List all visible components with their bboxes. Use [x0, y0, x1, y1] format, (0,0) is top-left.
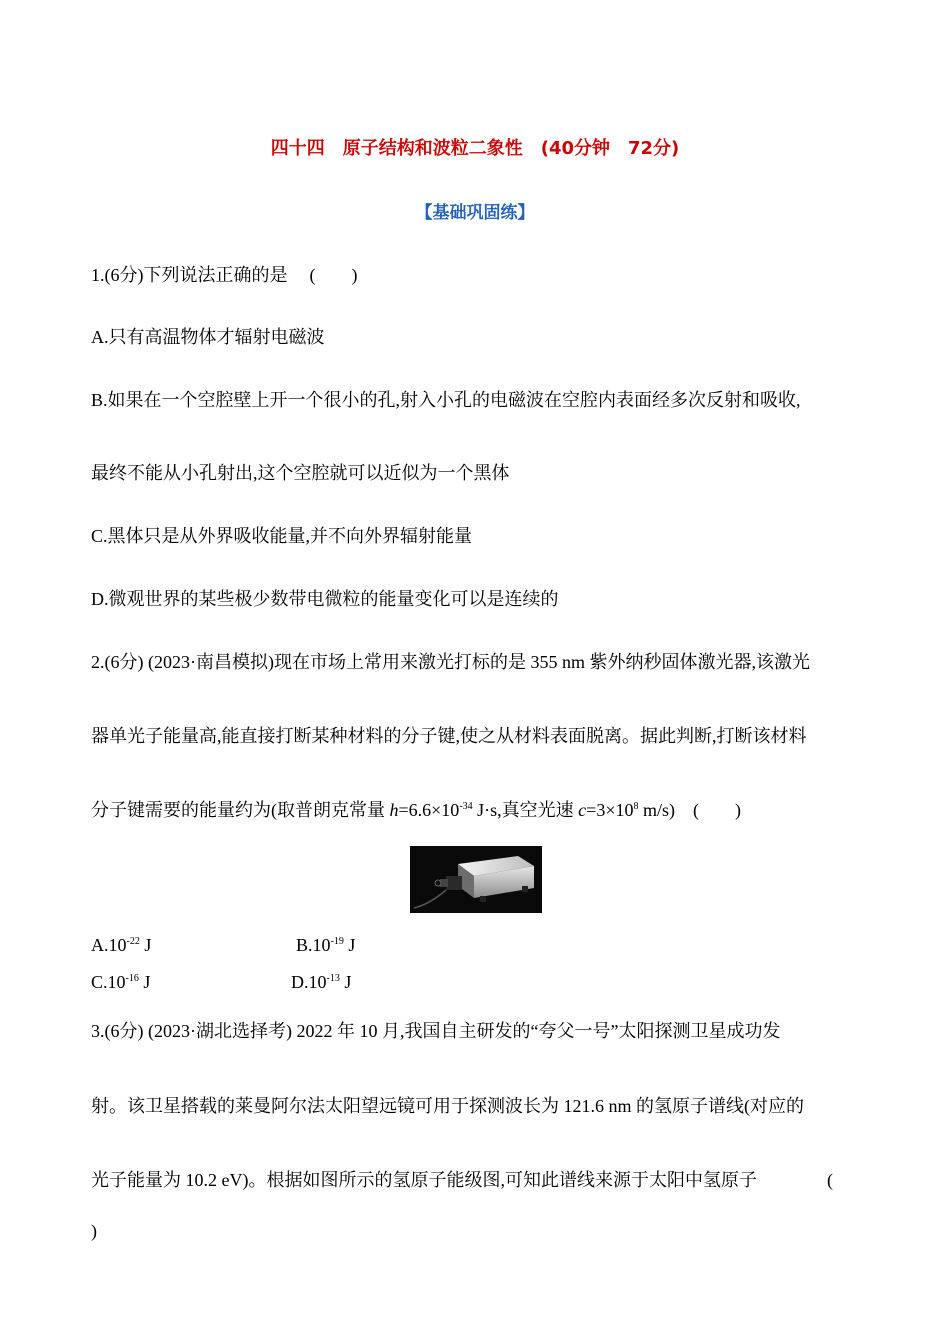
q1-option-c: C.黑体只是从外界吸收能量,并不向外界辐射能量 — [91, 526, 473, 546]
laser-device-photo — [410, 846, 542, 913]
q2-line3-part1: 分子键需要的能量约为(取普朗克常量 — [91, 800, 390, 820]
q2-option-a-unit: J — [139, 935, 152, 955]
q3-line1: 3.(6分) (2023·湖北选择考) 2022 年 10 月,我国自主研发的“夸父一号”太阳探测卫星成功发 — [91, 1021, 781, 1041]
q2-option-c-base: C.10 — [91, 972, 126, 992]
q2-line2: 器单光子能量高,能直接打断某种材料的分子键,使之从材料表面脱离。据此判断,打断该材料 — [91, 726, 807, 746]
q2-line3-part3: J·s,真空光速 — [472, 800, 579, 820]
q2-option-b-base: B.10 — [296, 935, 331, 955]
light-speed-symbol: c — [578, 800, 587, 820]
q2-answer-paren: ( ) — [693, 800, 741, 820]
q2-line1: 2.(6分) (2023·南昌模拟)现在市场上常用来激光打标的是 355 nm 紫外纳秒固体激光器,该激光 — [91, 652, 810, 672]
page-title — [0, 138, 950, 160]
q3-line2: 射。该卫星搭载的莱曼阿尔法太阳望远镜可用于探测波长为 121.6 nm 的氢原子谱线(对应的 — [91, 1096, 804, 1116]
q2-option-c — [91, 971, 150, 993]
q1-stem-text: 1.(6分)下列说法正确的是 — [91, 265, 288, 285]
q2-option-b-exponent: -19 — [330, 936, 344, 947]
q2-option-c-exponent: -16 — [125, 973, 139, 984]
title-number: 四十四 — [270, 138, 325, 159]
q2-option-a — [91, 934, 151, 956]
q1-answer-paren: ( ) — [309, 265, 358, 285]
title-score: 72分) — [628, 138, 680, 159]
planck-symbol: h — [389, 800, 399, 820]
q3-answer-paren-close: ) — [91, 1221, 97, 1241]
q1-stem — [91, 264, 358, 286]
q2-option-b-unit: J — [343, 935, 356, 955]
laser-device-illustration — [410, 846, 542, 913]
title-time: (40分钟 — [540, 138, 610, 159]
q2-line3-part2: =6.6×10 — [398, 800, 460, 820]
q3-line3 — [91, 1169, 757, 1191]
section-heading: 【基础巩固练】 — [415, 203, 535, 223]
q2-option-d — [291, 971, 351, 993]
q2-line3 — [91, 799, 741, 821]
planck-exponent: -34 — [459, 801, 473, 812]
q2-option-b — [296, 934, 355, 956]
q2-line3-part4: =3×10 — [586, 800, 634, 820]
q1-option-d: D.微观世界的某些极少数带电微粒的能量变化可以是连续的 — [91, 589, 559, 609]
q2-line3-part5: m/s) — [638, 800, 675, 820]
light-speed-exponent: 8 — [633, 801, 639, 812]
q3-answer-paren-open: ( — [827, 1170, 833, 1190]
title-text: 原子结构和波粒二象性 — [342, 138, 523, 159]
q2-option-c-unit: J — [138, 972, 151, 992]
q1-option-b-line2: 最终不能从小孔射出,这个空腔就可以近似为一个黑体 — [91, 463, 510, 483]
q1-option-a: A.只有高温物体才辐射电磁波 — [91, 327, 325, 347]
q1-option-b-line1: B.如果在一个空腔壁上开一个很小的孔,射入小孔的电磁波在空腔内表面经多次反射和吸收, — [91, 390, 801, 410]
q2-option-d-base: D.10 — [291, 972, 327, 992]
q2-option-a-exponent: -22 — [126, 936, 140, 947]
q2-option-d-unit: J — [339, 972, 352, 992]
q2-option-d-exponent: -13 — [326, 973, 340, 984]
q2-option-a-base: A.10 — [91, 935, 127, 955]
q3-line3-text: 光子能量为 10.2 eV)。根据如图所示的氢原子能级图,可知此谱线来源于太阳中氢原子 — [91, 1170, 757, 1190]
